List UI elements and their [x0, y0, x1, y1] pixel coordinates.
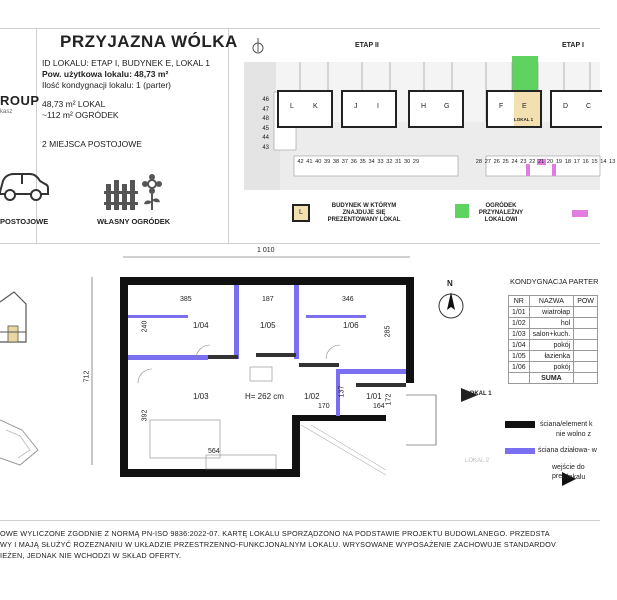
dim-187: 187 — [262, 296, 274, 303]
garden-label: WŁASNY OGRÓDEK — [97, 217, 171, 226]
legend-garden-text: OGRÓDEK PRZYNALEŻNY LOKALOWI — [478, 203, 524, 223]
garden-fence-icon — [104, 174, 166, 212]
parking-number: 25 — [502, 159, 509, 165]
parking-number: 27 — [484, 159, 491, 165]
building-letter: J — [354, 103, 358, 110]
parking-number: 14 — [600, 159, 607, 165]
parking-number: 34 — [368, 159, 375, 165]
footer-line-3: IEŻEN, JEDNAK NIE WCHODZI W SKŁAD OFERTY. — [0, 551, 182, 560]
parking-numbers-left: 46 47 48 45 44 43 — [262, 97, 269, 151]
dim-137: 137 — [338, 385, 346, 398]
legend-partition-swatch — [505, 448, 535, 454]
building-block-JI — [341, 90, 397, 128]
table-header-row — [509, 296, 598, 307]
parking-number: 28 — [475, 159, 483, 165]
parking-number: 24 — [511, 159, 518, 165]
garden-area: ~112 m² OGRÓDEK — [42, 110, 119, 120]
parking-number: 22 — [529, 159, 536, 165]
table-row: 1/04 pokój — [509, 340, 598, 351]
parking-number: 21 — [538, 159, 545, 165]
parking-number: 26 — [493, 159, 500, 165]
table-sum-row: SUMA — [509, 373, 598, 384]
dim-285: 285 — [384, 325, 392, 338]
table-row: 1/02 hol — [509, 318, 598, 329]
legend-entrance-text: wejście do prez — [552, 464, 585, 480]
room-1-01: 1/01 — [366, 392, 382, 401]
parking-numbers-bottom — [296, 159, 617, 165]
legend-garden-swatch — [455, 204, 469, 218]
rooms-table — [508, 295, 598, 384]
building-block-LK — [277, 90, 333, 128]
dim-346: 346 — [342, 296, 354, 303]
page-title: PRZYJAZNA WÓLKA — [60, 32, 238, 51]
section-view — [0, 290, 40, 470]
legend-parking-swatch — [572, 210, 588, 217]
divider-footer — [0, 520, 600, 521]
legend-building-swatch: L — [292, 204, 310, 222]
building-letter: K — [313, 103, 318, 110]
overall-height-dim: 712 — [83, 370, 91, 383]
parking-number: 18 — [564, 159, 571, 165]
parking-number: 20 — [546, 159, 554, 165]
building-block-HG — [408, 90, 464, 128]
logo-subtext: kasz — [0, 109, 13, 115]
legend-wall-text: ściana/element k — [540, 421, 593, 428]
dim-172: 172 — [385, 393, 393, 406]
table-row: 1/06 pokój — [509, 362, 598, 373]
parking-number: 31 — [395, 159, 402, 165]
car-icon — [0, 168, 50, 202]
col-pow: POW — [574, 296, 598, 307]
table-row: 1/05 łazienka — [509, 351, 598, 362]
parking-number: 13 — [609, 159, 616, 165]
legend-building-text: BUDYNEK W KTÓRYM ZNAJDUJE SIĘ PREZENTOWANY LOKAL — [327, 203, 401, 223]
lokal-2-label: LOKAL 2 — [465, 458, 490, 464]
building-letter: H — [421, 103, 427, 110]
building-letter: F — [499, 103, 504, 110]
etap-2-label: ETAP II — [355, 42, 379, 49]
parking-count: 2 MIEJSCA POSTOJOWE — [42, 139, 142, 149]
building-letter: C — [586, 103, 592, 110]
room-1-02: 1/02 — [304, 392, 320, 401]
table-row: 1/01 wiatrołap — [509, 307, 598, 318]
parking-number: 23 — [520, 159, 527, 165]
parking-number: 35 — [359, 159, 366, 165]
parking-number: 39 — [324, 159, 331, 165]
lokal-floors: Ilość kondygnacji lokalu: 1 (parter) — [42, 80, 171, 90]
building-block-DC — [550, 90, 602, 128]
dim-240: 240 — [141, 320, 149, 333]
dim-392: 392 — [141, 409, 149, 422]
legend-entrance-text-2: lokalu — [567, 474, 586, 481]
parking-number: 29 — [412, 159, 420, 165]
parking-number: 41 — [306, 159, 313, 165]
room-1-04: 1/04 — [193, 321, 209, 330]
parking-number: 40 — [315, 159, 322, 165]
legend-partition-text: ściana działowa- w — [538, 447, 597, 454]
parking-number: 37 — [341, 159, 349, 165]
dim-170: 170 — [318, 403, 330, 410]
room-1-06: 1/06 — [343, 321, 359, 330]
footer-line-2: WY I MAJĄ SŁUŻYĆ ROZEZNANIU W UKŁADZIE PRZESTRZENNO-FUNKCJONALNYM LOKALU. WRYSOWANE WYPOSAŻENIE ZACHOWUJE STANDARDOV — [0, 540, 557, 549]
north-label: N — [447, 279, 453, 288]
divider-mid — [228, 28, 229, 243]
col-nazwa: NAZWA — [529, 296, 574, 307]
etap-1-label: ETAP I — [562, 42, 584, 49]
lokal-area-short: 48,73 m² LOKAL — [42, 99, 106, 109]
legend-wall-swatch — [505, 421, 535, 428]
building-letter: L — [290, 103, 294, 110]
building-letter: G — [444, 103, 450, 110]
col-nr: NR — [509, 296, 530, 307]
highlight-label: LOKAL 1 — [514, 117, 534, 122]
divider-left — [36, 28, 37, 243]
building-letter: D — [563, 103, 569, 110]
parking-number: 36 — [350, 159, 357, 165]
parking-number: 33 — [377, 159, 384, 165]
room-1-03: 1/03 — [193, 392, 209, 401]
building-block-FE — [486, 90, 542, 128]
parking-number: 38 — [332, 159, 340, 165]
footer-line-1: OWE WYLICZONE ZGODNIE Z NORMĄ PN-ISO 9836:2022-07. KARTĘ LOKALU SPORZĄDZONO NA PODSTAWIE PROJEKTU BUDOWLANEGO. PRZEDSTA — [0, 529, 550, 538]
rooms-table-title: KONDYGNACJA PARTER — [510, 277, 599, 286]
divider-bottom — [0, 243, 600, 244]
legend-wall-text-2: nie wolno z — [556, 431, 592, 438]
parking-number: 17 — [573, 159, 580, 165]
lokal-id: ID LOKALU: ETAP I, BUDYNEK E, LOKAL 1 — [42, 58, 211, 68]
lokal-area: Pow. użytkowa lokalu: 48,73 m² — [42, 69, 169, 79]
dim-164: 164 — [373, 403, 385, 410]
parking-number: 30 — [404, 159, 411, 165]
ceiling-height: H= 262 cm — [245, 392, 284, 401]
parking-number: 16 — [582, 159, 589, 165]
room-1-05: 1/05 — [260, 321, 276, 330]
dim-564: 564 — [208, 448, 220, 455]
dim-385: 385 — [180, 296, 192, 303]
logo-text: ROUP — [0, 93, 40, 108]
building-letter: I — [377, 103, 379, 110]
lokal-1-entry-label: LOKAL 1 — [466, 391, 492, 397]
parking-number: 32 — [386, 159, 393, 165]
overall-width-dim: 1 010 — [257, 247, 275, 254]
parking-number: 42 — [297, 159, 304, 165]
parking-number: 19 — [555, 159, 563, 165]
parking-number: 15 — [591, 159, 598, 165]
divider-top — [0, 28, 600, 29]
footer-disclaimer — [0, 528, 600, 561]
parking-label: POSTOJOWE — [0, 217, 49, 226]
building-letter: E — [522, 103, 527, 110]
table-row: 1/03 salon+kuch. — [509, 329, 598, 340]
